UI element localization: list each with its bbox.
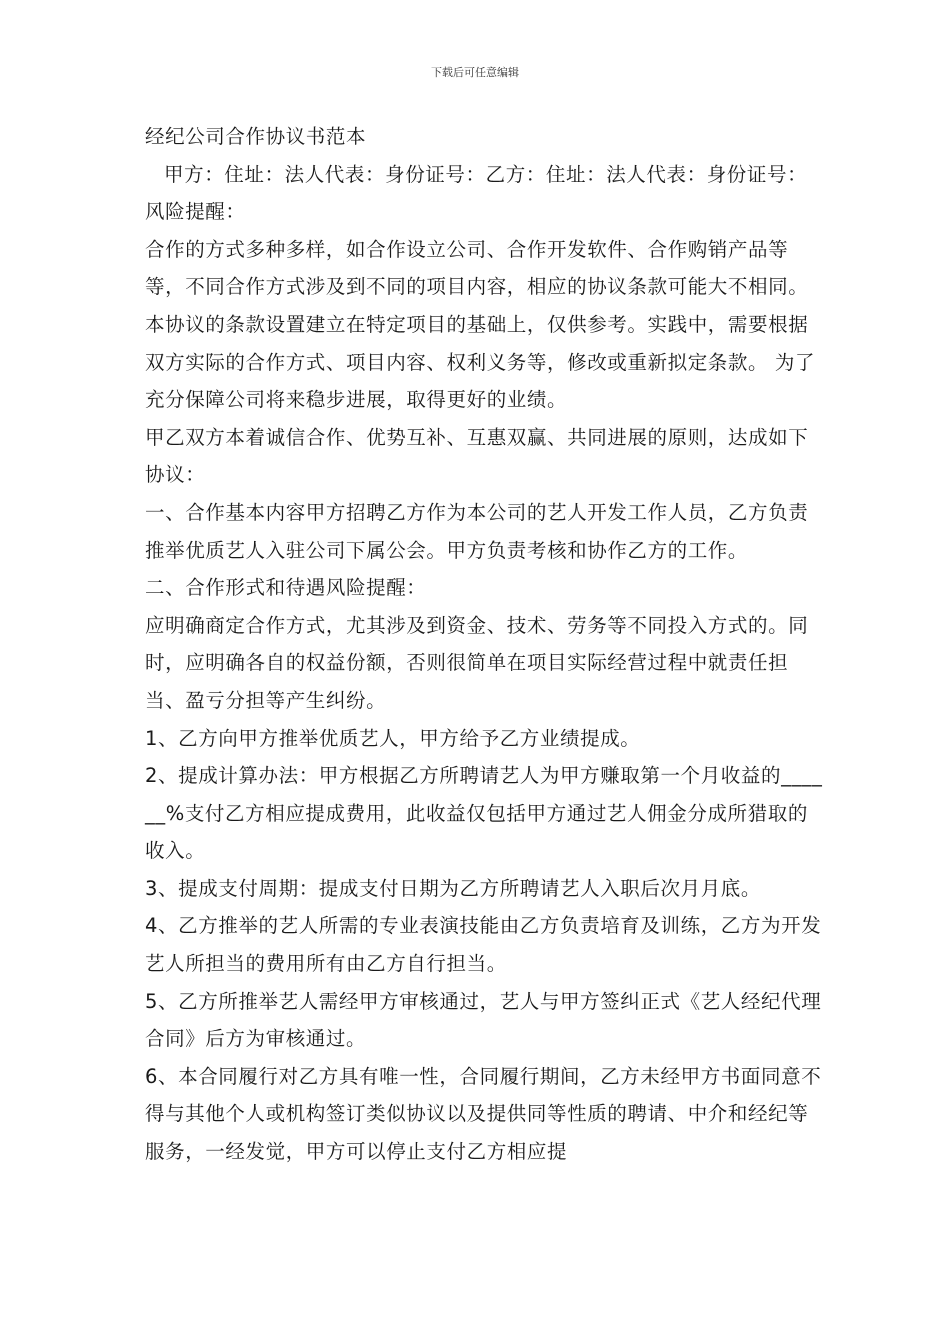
page-header: 下载后可任意编辑 (431, 66, 519, 79)
paragraph-risk-note: 应明确商定合作方式，尤其涉及到资金、技术、劳务等不同投入方式的。同时，应明确各自的权益份额，否则很简单在项目实际经营过程中就责任担当、盈亏分担等产生纠纷。 (145, 613, 809, 712)
document-title: 经纪公司合作协议书范本 (145, 125, 367, 148)
section-1-basic-content: 一、合作基本内容甲方招聘乙方作为本公司的艺人开发工作人员，乙方负责推举优质艺人入驻公司下属公会。甲方负责考核和协作乙方的工作。 (145, 500, 809, 562)
paragraph-reference-note: 本协议的条款设置建立在特定项目的基础上，仅供参考。实践中，需要根据双方实际的合作方式、项目内容、权利义务等，修改或重新拟定条款。 为了充分保障公司将来稳步进展，取得更好的业绩。 (145, 312, 816, 412)
paragraph-cooperation-methods: 合作的方式多种多样，如合作设立公司、合作开发软件、合作购销产品等等，不同合作方式涉及到不同的项目内容，相应的协议条款可能大不相同。 (145, 237, 809, 299)
clause-2: 2、提成计算办法：甲方根据乙方所聘请艺人为甲方赚取第一个月收益的______%支付乙方相应提成费用，此收益仅包括甲方通过艺人佣金分成所猎取的收入。 (145, 764, 823, 863)
paragraph-parties: 甲方：住址：法人代表：身份证号：乙方：住址：法人代表：身份证号：风险提醒： (145, 162, 808, 224)
clause-6: 6、本合同履行对乙方具有唯一性，合同履行期间，乙方未经甲方书面同意不得与其他个人或机构签订类似协议以及提供同等性质的聘请、中介和经纪等服务，一经发觉，甲方可以停止支付乙方相应提 (145, 1064, 822, 1164)
clause-1: 1、乙方向甲方推举优质艺人，甲方给予乙方业绩提成。 (145, 726, 641, 750)
paragraph-principles: 甲乙双方本着诚信合作、优势互补、互惠双赢、共同进展的原则，达成如下协议： (145, 425, 809, 487)
clause-4: 4、乙方推举的艺人所需的专业表演技能由乙方负责培育及训练，乙方为开发艺人所担当的费用所有由乙方自行担当。 (145, 914, 822, 976)
clause-5: 5、乙方所推举艺人需经甲方审核通过，艺人与甲方签纠正式《艺人经纪代理合同》后方为审核通过。 (145, 989, 822, 1051)
clause-3: 3、提成支付周期：提成支付日期为乙方所聘请艺人入职后次月月底。 (145, 876, 762, 900)
section-2-heading: 二、合作形式和待遇风险提醒： (145, 576, 427, 600)
document-body (145, 118, 825, 1171)
